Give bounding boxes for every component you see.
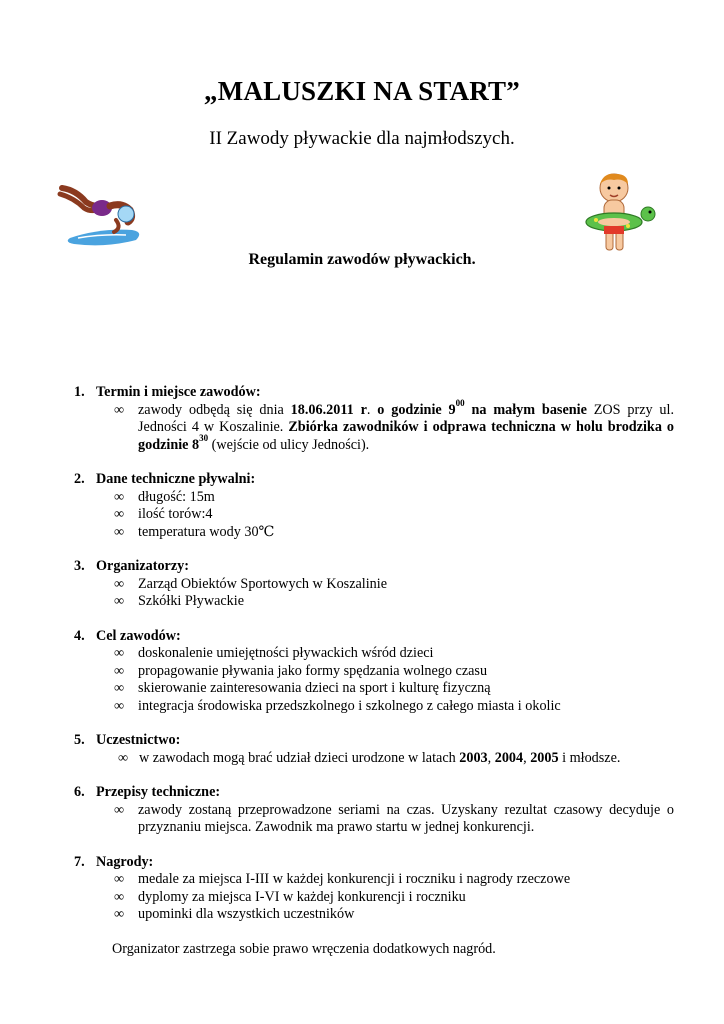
bullet-icon: ∞ [114,680,125,696]
section-number: 1. [74,384,85,400]
section-header [74,732,674,750]
section-title: Dane techniczne pływalni: [96,471,256,487]
closing-note: Organizator zastrzega sobie prawo wręczenia dodatkowych nagród. [112,940,496,957]
list-item: ∞ medale za miejsca I-III w każdej konkurencji i roczniku i nagrody rzeczowe [114,871,571,887]
section-number: 6. [74,784,85,800]
section-header [74,784,674,802]
section-5 [74,732,674,767]
section-7 [74,854,674,959]
section-header [74,384,674,402]
section-title: Cel zawodów: [96,627,181,644]
section-number: 4. [74,627,85,644]
bullet-icon: ∞ [114,697,125,714]
event-date: 18.06.2011 r [290,401,367,418]
meeting-info: Zbiórka zawodników i odprawa techniczna w holu brodzika o godzinie $8^{30}$ [138,419,674,453]
bullet-icon: ∞ [114,871,125,887]
list-item: ∞ skierowanie zainteresowania dzieci na sport i kulturę fizyczną [114,680,491,696]
section-title: Nagrody: [96,853,154,870]
list-item: ∞ integracja środowiska przedszkolnego i szkolnego z całego miasta i okolic [114,697,561,714]
bullet-icon: ∞ [114,506,125,522]
list-item: ∞ zawody odbędą się dnia 18.06.2011 r. o godzinie $9^{00}$ na małym basenie ZOS przy ul. Jedności 4 w Koszalinie. Zbiórka zawodników i odprawa techniczna w holu brodzika o godzinie $8^{30}$ (wejście od ulicy Jedności). [114,397,675,453]
list-item: ∞ propagowanie pływania jako formy spędzania wolnego czasu [114,662,488,679]
bullet-icon: ∞ [114,523,125,540]
bullet-icon: ∞ [114,575,125,592]
rules-heading: Regulamin zawodów pływackich. [248,251,476,268]
list-item: ∞ Szkółki Pływackie [114,593,244,609]
bullet-icon: ∞ [118,749,129,766]
bullet-icon: ∞ [114,593,125,609]
bullet-icon: ∞ [114,401,125,418]
list-item: ∞ długość: 15m [114,488,215,505]
list-item: ∞ w zawodach mogą brać udział dzieci urodzone w latach 2003, 2004, 2005 i młodsze. [118,749,621,766]
boy-swim-ring-clipart-image [584,170,660,254]
rules-list [74,384,674,975]
section-title: Organizatorzy: [96,558,189,574]
section-header [74,471,674,489]
section-number: 3. [74,558,85,574]
bullet-icon: ∞ [114,488,125,505]
bullet-icon: ∞ [114,888,125,905]
section-number: 7. [74,853,85,870]
bullet-icon: ∞ [114,801,125,818]
section-4 [74,628,674,716]
section-header [74,558,674,576]
list-item: ∞ Zarząd Obiektów Sportowych w Koszalinie [114,575,388,592]
event-time: o godzinie $9^{00}$ na małym basenie [377,397,587,418]
section-number: 5. [74,732,85,748]
section-2 [74,471,674,541]
section-3 [74,558,674,611]
bullet-icon: ∞ [114,645,125,661]
page-title: „MALUSZKI NA START” [204,76,520,106]
section-number: 2. [74,471,85,487]
list-item: ∞ zawody zostaną przeprowadzone seriami na czas. Uzyskany rezultat czasowy decyduje o przyznaniu miejsca. Zawodnik ma prawo startu w jednej konkurencji. [114,801,674,835]
list-item: ∞ temperatura wody 30℃ [114,523,275,540]
list-item: ∞ dyplomy za miejsca I-VI w każdej konkurencji i roczniku [114,888,466,905]
page-subtitle: II Zawody pływackie dla najmłodszych. [209,128,515,149]
diver-clipart-image [56,180,148,248]
bullet-icon: ∞ [114,906,125,922]
section-title: Przepisy techniczne: [96,784,221,800]
section-header [74,854,674,872]
section-title: Uczestnictwo: [96,732,181,748]
section-header [74,628,674,646]
bullet-icon: ∞ [114,662,125,679]
section-6 [74,784,674,837]
section-title: Termin i miejsce zawodów: [96,384,261,400]
list-item: ∞ upominki dla wszystkich uczestników [114,906,355,922]
section-1 [74,384,674,454]
list-item: ∞ doskonalenie umiejętności pływackich wśród dzieci [114,645,434,661]
list-item: ∞ ilość torów:4 [114,506,213,522]
